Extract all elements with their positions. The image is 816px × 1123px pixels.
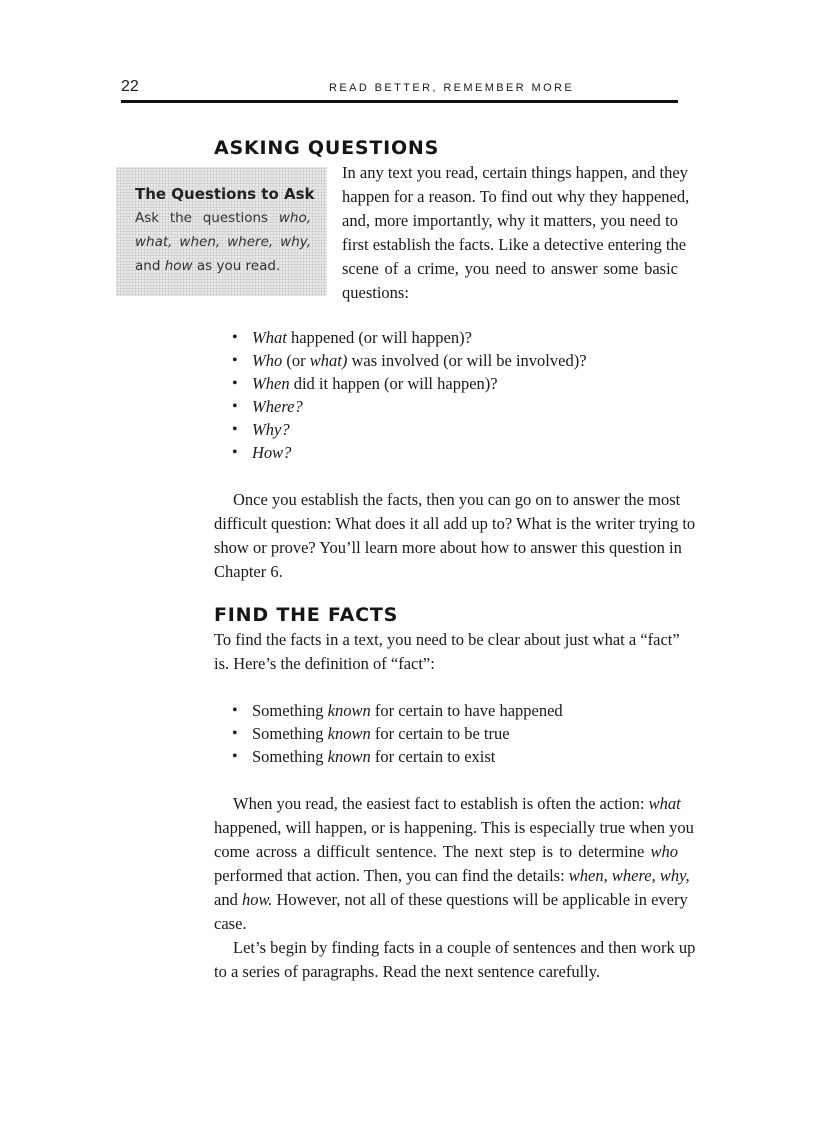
paragraph-line: questions: bbox=[342, 283, 409, 302]
sidebar-line: what, when, where, why, bbox=[135, 234, 311, 250]
list-item: Something known for certain to exist bbox=[252, 747, 496, 766]
paragraph-line: In any text you read, certain things happen, and they bbox=[342, 163, 688, 182]
paragraph-line: Once you establish the facts, then you can go on to answer the most bbox=[233, 490, 681, 509]
bullet-icon: • bbox=[232, 329, 238, 346]
running-head: READ BETTER, REMEMBER MORE bbox=[329, 82, 575, 94]
bullet-icon: • bbox=[232, 702, 238, 719]
bullet-icon: • bbox=[232, 725, 238, 742]
sidebar-line: and how as you read. bbox=[135, 258, 281, 274]
page-header bbox=[121, 78, 678, 103]
paragraph-line: case. bbox=[214, 914, 247, 933]
sidebar-box bbox=[116, 167, 327, 296]
paragraph-line: happened, will happen, or is happening. This is especially true when you bbox=[214, 818, 694, 837]
paragraph-line: scene of a crime, you need to answer some basic bbox=[342, 259, 678, 278]
bullet-icon: • bbox=[232, 352, 238, 369]
paragraph-line: When you read, the easiest fact to establish is often the action: what bbox=[233, 794, 681, 813]
section-heading-asking-questions: ASKING QUESTIONS bbox=[214, 137, 440, 159]
section-heading-find-the-facts: FIND THE FACTS bbox=[214, 604, 399, 626]
bullet-icon: • bbox=[232, 375, 238, 392]
sidebar-line: Ask the questions who, bbox=[135, 210, 311, 226]
paragraph-line: show or prove? You’ll learn more about how to answer this question in bbox=[214, 538, 682, 557]
page-number: 22 bbox=[121, 78, 139, 95]
paragraph-line: and how. However, not all of these questions will be applicable in every bbox=[214, 890, 688, 909]
paragraph-line: performed that action. Then, you can find the details: when, where, why, bbox=[214, 866, 690, 885]
paragraph-line: and, more importantly, why it matters, you need to bbox=[342, 211, 678, 230]
paragraph-line: difficult question: What does it all add up to? What is the writer trying to bbox=[214, 514, 696, 533]
paragraph-line: Chapter 6. bbox=[214, 562, 283, 581]
bullet-icon: • bbox=[232, 398, 238, 415]
paragraph-line: come across a difficult sentence. The next step is to determine who bbox=[214, 842, 678, 861]
list-item: Why? bbox=[252, 420, 290, 439]
paragraph-line: to a series of paragraphs. Read the next sentence carefully. bbox=[214, 962, 601, 981]
list-item: What happened (or will happen)? bbox=[252, 328, 472, 347]
paragraph-line: is. Here’s the definition of “fact”: bbox=[214, 654, 435, 673]
paragraph-line: To find the facts in a text, you need to be clear about just what a “fact” bbox=[214, 630, 680, 649]
sidebar-title: The Questions to Ask bbox=[135, 185, 315, 203]
paragraph-line: Let’s begin by finding facts in a couple of sentences and then work up bbox=[233, 938, 696, 957]
list-item: Something known for certain to have happened bbox=[252, 701, 563, 720]
list-item: How? bbox=[252, 443, 292, 462]
list-item: Something known for certain to be true bbox=[252, 724, 510, 743]
bullet-icon: • bbox=[232, 444, 238, 461]
paragraph-line: happen for a reason. To find out why they happened, bbox=[342, 187, 690, 206]
list-item: Who (or what) was involved (or will be involved)? bbox=[252, 351, 587, 370]
bullet-icon: • bbox=[232, 748, 238, 765]
list-item: When did it happen (or will happen)? bbox=[252, 374, 498, 393]
list-item: Where? bbox=[252, 397, 303, 416]
bullet-icon: • bbox=[232, 421, 238, 438]
paragraph-line: first establish the facts. Like a detective entering the bbox=[342, 235, 687, 254]
